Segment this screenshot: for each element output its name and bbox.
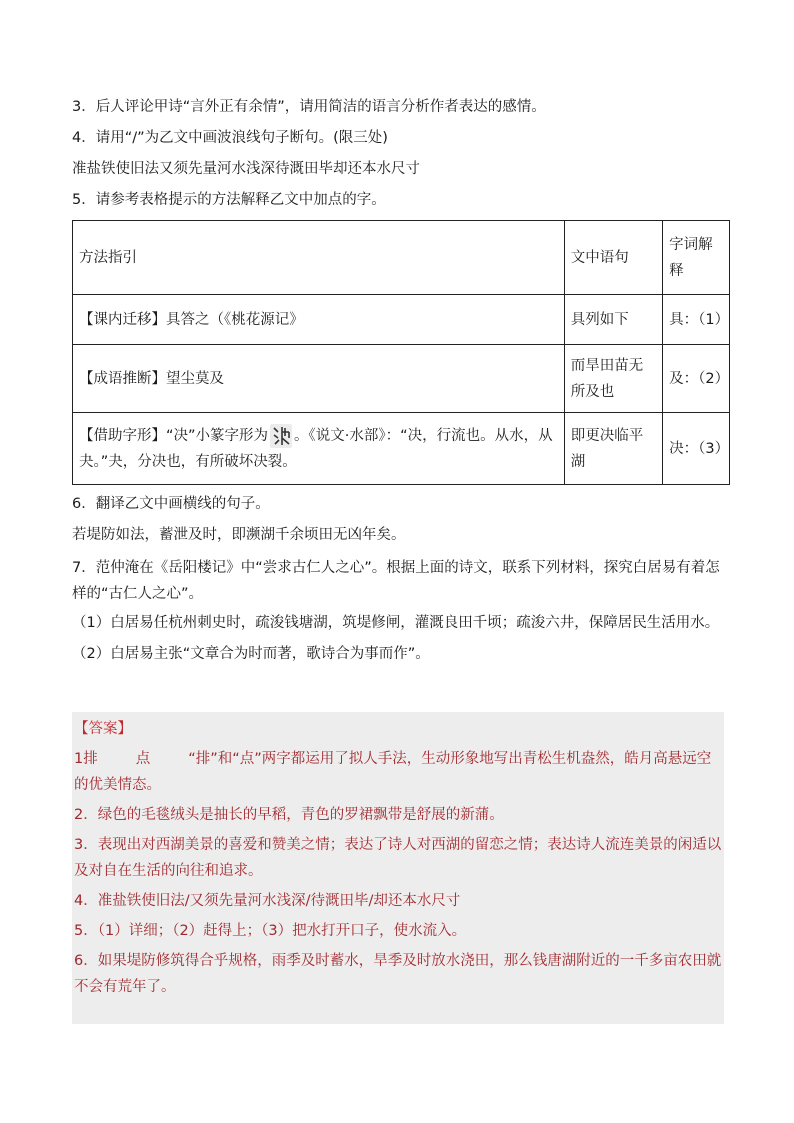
explain-cell: 决：（3）: [663, 413, 730, 485]
explain-cell: 具：（1）: [663, 295, 730, 345]
question-3: 3．后人评论甲诗“言外正有余情”，请用简洁的语言分析作者表达的感情。: [72, 99, 546, 115]
answer-box: [72, 712, 724, 1024]
method-text-a: 【借助字形】“决”小篆字形为: [79, 427, 269, 444]
material-1: （1）白居易任杭州刺史时，疏浚钱塘湖，筑堤修闸，灌溉良田千顷；疏浚六井，保障居民生活用水。: [72, 615, 720, 631]
question-4: 4．请用“/”为乙文中画波浪线句子断句。(限三处): [72, 130, 388, 146]
table-row: [73, 295, 730, 345]
answer-1: [74, 746, 724, 798]
header-sentence: 文中语句: [564, 221, 662, 295]
answer-1-text: “排”和“点”两字都运用了拟人手法，生动形象地写出青松生机盎然，皓月高悬远空的优美情态。: [74, 751, 712, 793]
method-text-b: 。《说文·水部》：“决，行流也。从水，从夬。”夬，分决也，有所破坏决裂。: [79, 427, 553, 470]
table-row: [73, 413, 730, 485]
answer-2: 2．绿色的毛毯绒头是抽长的早稻，青色的罗裙飘带是舒展的新蒲。: [74, 807, 504, 823]
explain-cell: 及：（2）: [663, 345, 730, 413]
table-row: [73, 345, 730, 413]
method-cell: 【课内迁移】具答之（《桃花源记》: [73, 295, 565, 345]
header-explain: 字词解释: [663, 221, 730, 295]
answer-1-word-a: 1排: [74, 751, 98, 767]
question-6: 6．翻译乙文中画横线的句子。: [72, 496, 270, 512]
question-section: [72, 96, 728, 674]
table-header-row: [73, 221, 730, 295]
answer-6: 6．如果堤防修筑得合乎规格，雨季及时蓄水，旱季及时放水浇田，那么钱唐湖附近的一千多亩农田就不会有荒年了。: [74, 953, 722, 995]
method-cell: [73, 413, 565, 485]
method-table: [72, 220, 730, 485]
question-4-text: 准盐铁使旧法又须先量河水浅深待溉田毕却还本水尺寸: [72, 161, 420, 177]
header-method: 方法指引: [73, 221, 565, 295]
sentence-cell: 即更决临平湖: [564, 413, 662, 485]
question-5: 5．请参考表格提示的方法解释乙文中加点的字。: [72, 192, 386, 208]
seal-script-glyph-icon: [270, 424, 292, 448]
sentence-cell: 具列如下: [564, 295, 662, 345]
answer-tag: 【答案】: [74, 721, 132, 737]
question-7: 7．范仲淹在《岳阳楼记》中“尝求古仁人之心”。根据上面的诗文，联系下列材料，探究白居易有着怎样的“古仁人之心”。: [72, 560, 720, 602]
answer-3: 3．表现出对西湖美景的喜爱和赞美之情；表达了诗人对西湖的留恋之情；表达诗人流连美景的闲适以及对自在生活的向往和追求。: [74, 837, 722, 879]
answer-5: 5．（1）详细；（2）赶得上；（3）把水打开口子，使水流入。: [74, 923, 467, 939]
sentence-cell: 而旱田苗无所及也: [564, 345, 662, 413]
answer-1-word-b: 点: [135, 751, 151, 767]
material-2: （2）白居易主张“文章合为时而著，歌诗合为事而作”。: [72, 646, 430, 662]
answer-4: 4．准盐铁使旧法/又须先量河水浅深/待溉田毕/却还本水尺寸: [74, 893, 461, 909]
question-6-text: 若堤防如法，蓄泄及时，即濒湖千余顷田无凶年矣。: [72, 527, 406, 543]
method-cell: 【成语推断】望尘莫及: [73, 345, 565, 413]
